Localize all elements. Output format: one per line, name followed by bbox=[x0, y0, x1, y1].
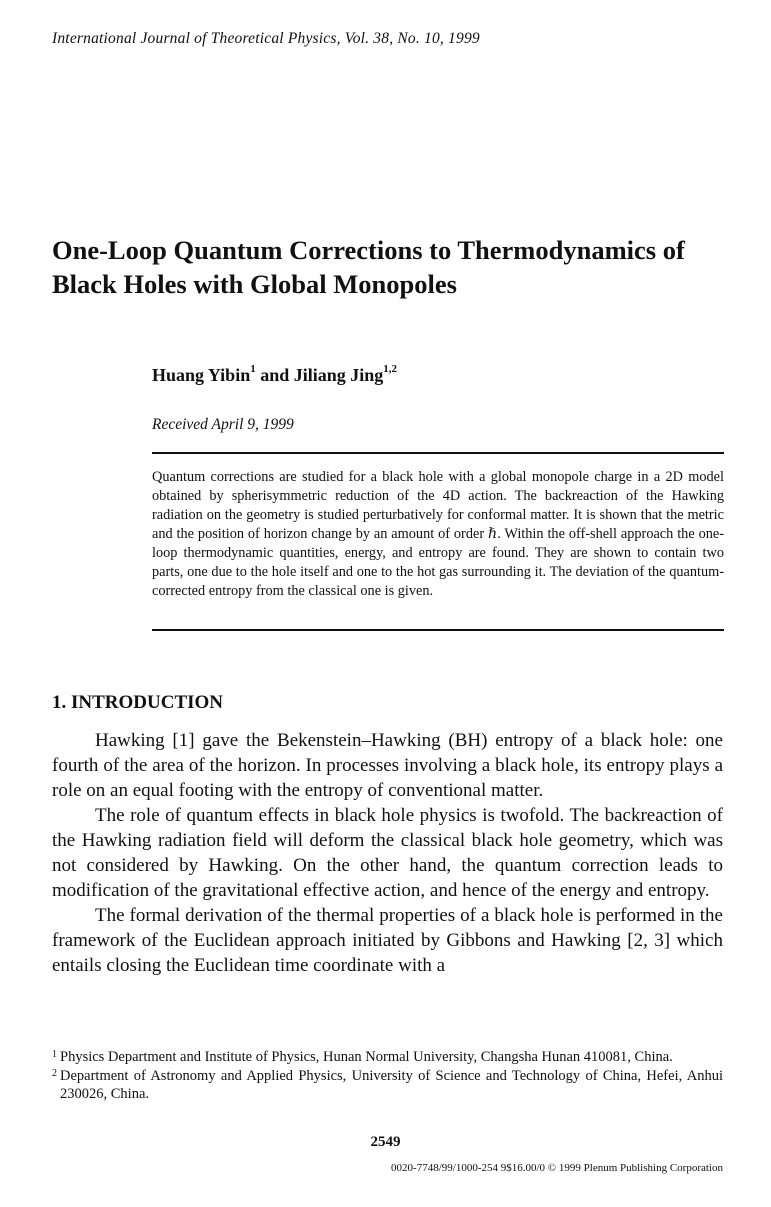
footnotes bbox=[52, 1048, 723, 1104]
paragraph: Hawking [1] gave the Bekenstein–Hawking (BH) entropy of a black hole: one fourth of the area of the horizon. In processes involving a black hole, its entropy plays a role on an equal footing with the entropy of conventional matter. bbox=[52, 730, 723, 801]
journal-header: International Journal of Theoretical Physics, Vol. 38, No. 10, 1999 bbox=[52, 30, 480, 47]
paper-title: One-Loop Quantum Corrections to Thermodynamics of Black Holes with Global Monopoles bbox=[52, 235, 685, 299]
author-name: Jiliang Jing bbox=[293, 365, 384, 385]
footnote-mark: 2 bbox=[52, 1067, 57, 1079]
footnote-text: Physics Department and Institute of Physics, Hunan Normal University, Changsha Hunan 410081, China. bbox=[60, 1049, 673, 1065]
footnote-text: Department of Astronomy and Applied Physics, University of Science and Technology of China, Hefei, Anhui 230026, China. bbox=[60, 1067, 723, 1102]
affiliation-mark: 1,2 bbox=[383, 363, 398, 375]
footnote-mark: 1 bbox=[52, 1049, 57, 1060]
abstract-bottom-rule bbox=[152, 629, 724, 631]
footnote bbox=[52, 1067, 723, 1104]
abstract-top-rule bbox=[152, 452, 724, 454]
paragraph: The formal derivation of the thermal properties of a black hole is performed in the framework of the Euclidean approach initiated by Gibbons and Hawking [2, 3] which entails closing the Euclidean time coordinate with a bbox=[52, 905, 723, 976]
body-text bbox=[52, 728, 723, 978]
copyright-line: 0020-7748/99/1000-254 9$16.00/0 © 1999 Plenum Publishing Corporation bbox=[391, 1162, 723, 1174]
paragraph: The role of quantum effects in black hole physics is twofold. The backreaction of the Hawking radiation field will deform the classical black hole geometry, which was not considered by Hawking. On the other hand, the quantum correction leads to modification of the gravitational effective action, and hence of the energy and entropy. bbox=[52, 805, 723, 901]
author-connector: and bbox=[255, 365, 294, 385]
abstract: Quantum corrections are studied for a black hole with a global monopole charge in a 2D model obtained by spherisymmetric reduction of the 4D action. The backreaction of the Hawking radiation on the geometry is studied perturbatively for conformal matter. It is shown that the metric and the position of horizon change by an amount of order ℏ. Within the off-shell approach the one-loop thermodynamic quantities, energy, and entropy are found. They are shown to contain two parts, one due to the hole itself and one to the hot gas surrounding it. The deviation of the quantum-corrected entropy from the classical one is given. bbox=[152, 469, 724, 599]
author-list bbox=[152, 365, 397, 386]
section-heading: 1. INTRODUCTION bbox=[52, 692, 224, 713]
author-name: Huang Yibin bbox=[152, 365, 251, 385]
footnote bbox=[52, 1048, 723, 1067]
received-date: Received April 9, 1999 bbox=[152, 416, 294, 433]
page-number: 2549 bbox=[370, 1134, 401, 1150]
affiliation-mark: 1 bbox=[250, 363, 256, 375]
